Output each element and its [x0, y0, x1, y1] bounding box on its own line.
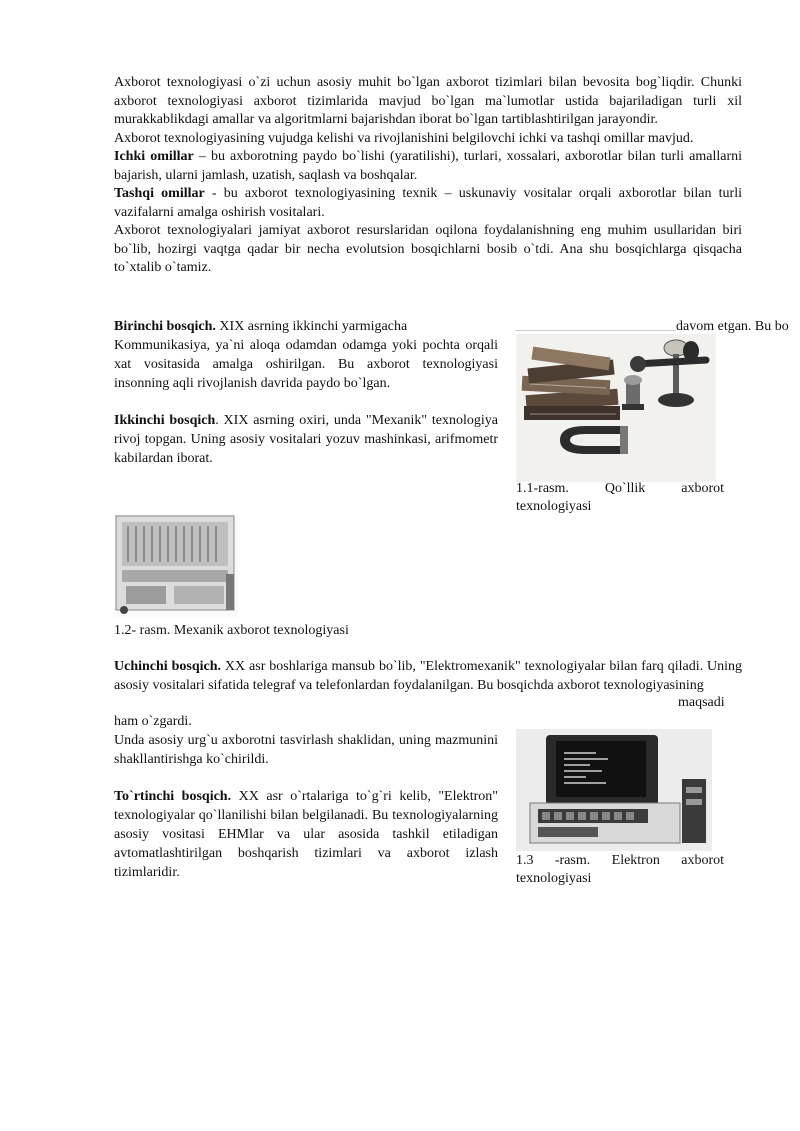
stage1-term: Birinchi bosqich. — [114, 319, 216, 334]
stage2-paragraph: Ikkinchi bosqich. XIX asrning oxiri, unda "Mexanik" texnologiya rivoj topgan. Uning asosiy vositalari yozuv mashinkasi, arifmometr kabilardan iborat. — [114, 413, 498, 466]
intro-paragraph: Axborot texnologiyasi o`zi uchun asosiy muhit bo`lgan axborot tizimlari bilan bevosita bog`liqdir. Chunki axborot texnologiyasi axborot tizimlarida mavjud bo`lgan ma`lumotlar ustida bajariladigan turli xil murakkablikdagi amallar va algoritmlarni bajarishdan iborat bo`lgan tartiblashtirilgan jarayondir. — [114, 75, 742, 127]
mechanical-technology-image — [114, 514, 238, 618]
electronic-technology-image — [516, 729, 712, 851]
stage1-paragraph: Kommunikasiya, ya`ni aloqa odamdan odamga yoki pochta orqali xat vositasida amalga oshirilgan. Bu axborot texnologiyasi insonning aqli rivojlanish davrida paydo bo`lgan. — [114, 338, 498, 391]
internal-factors-paragraph: Ichki omillar – bu axborotning paydo bo`lishi (yaratilishi), turlari, xossalari, axborotlar bilan turli amallarni bajarish, ularni jamlash, uzatish, saqlash va boshqalar. — [114, 149, 742, 183]
figure-top-rule — [516, 330, 676, 331]
stage1-overflow-text: davom etgan. Bu bo — [676, 319, 789, 334]
books-icon — [522, 347, 620, 420]
external-factors-term: Tashqi omillar — [114, 186, 205, 201]
external-factors-paragraph: Tashqi omillar - bu axborot texnologiyasining texnik – uskunaviy vositalar orqali axborotlar bilan turli vazifalarni amalga oshirish vositalari. — [114, 186, 742, 220]
stages-intro-paragraph: Axborot texnologiyalari jamiyat axborot resurslaridan oqilona foydalanishning eng muhim usullaridan biri bo`lib, hozirgi vaqtga qadar bir necha evolutsion bosqichlarni bosib o`tdi. Ana shu bosqichlarga qisqacha to`xtalib o`tamiz. — [114, 223, 742, 275]
document-body — [114, 74, 742, 278]
left-column-lower — [114, 731, 498, 882]
stage2-term: Ikkinchi bosqich — [114, 413, 216, 428]
figure-1-2-caption: 1.2- rasm. Mexanik axborot texnologiyasi — [114, 623, 349, 638]
figure-1-1-caption: 1.1-rasm. Qo`llik axborot texnologiyasi — [516, 481, 724, 514]
stage3-term: Uchinchi bosqich. — [114, 659, 221, 674]
stage1-first-line: Birinchi bosqich. XIX asrning ikkinchi yarmigacha — [114, 319, 408, 334]
stage4-term: To`rtinchi bosqich. — [114, 789, 232, 804]
stage3-after-paragraph: Unda asosiy urg`u axborotni tasvirlash shaklidan, uning mazmunini shakllantirishga ko`chirildi. — [114, 733, 498, 767]
stage3-block — [114, 658, 742, 695]
factors-paragraph: Axborot texnologiyasining vujudga kelishi va rivojlanishini belgilovchi ichki va tashqi omillar mavjud. — [114, 130, 694, 146]
internal-factors-term: Ichki omillar — [114, 149, 194, 164]
manual-technology-image — [516, 334, 716, 482]
stage3-tail-word: maqsadi — [678, 695, 725, 710]
stage3-tail-line: ham o`zgardi. — [114, 714, 192, 729]
left-column-upper — [114, 336, 498, 468]
stage3-paragraph: Uchinchi bosqich. XX asr boshlariga mansub bo`lib, "Elektromexanik" texnologiyalar bilan farq qiladi. Uning asosiy vositalari sifatida telegraf va telefonlardan foydalanilgan. Bu bosqichda axborot texnologiyasining — [114, 659, 742, 693]
stage4-paragraph: To`rtinchi bosqich. XX asr o`rtalariga to`g`ri kelib, "Elektron" texnologiyalar qo`llanilishi bilan belgilanadi. Bu texnologiyalarning asosiy vositasi EHMlar va ular asosida tashkil etiladigan avtomatlashtirilgan boshqarish tizimlari va axborot izlash tizimlaridir. — [114, 789, 498, 880]
figure-1-3-caption: 1.3 -rasm. Elektron axborot texnologiyasi — [516, 853, 724, 886]
